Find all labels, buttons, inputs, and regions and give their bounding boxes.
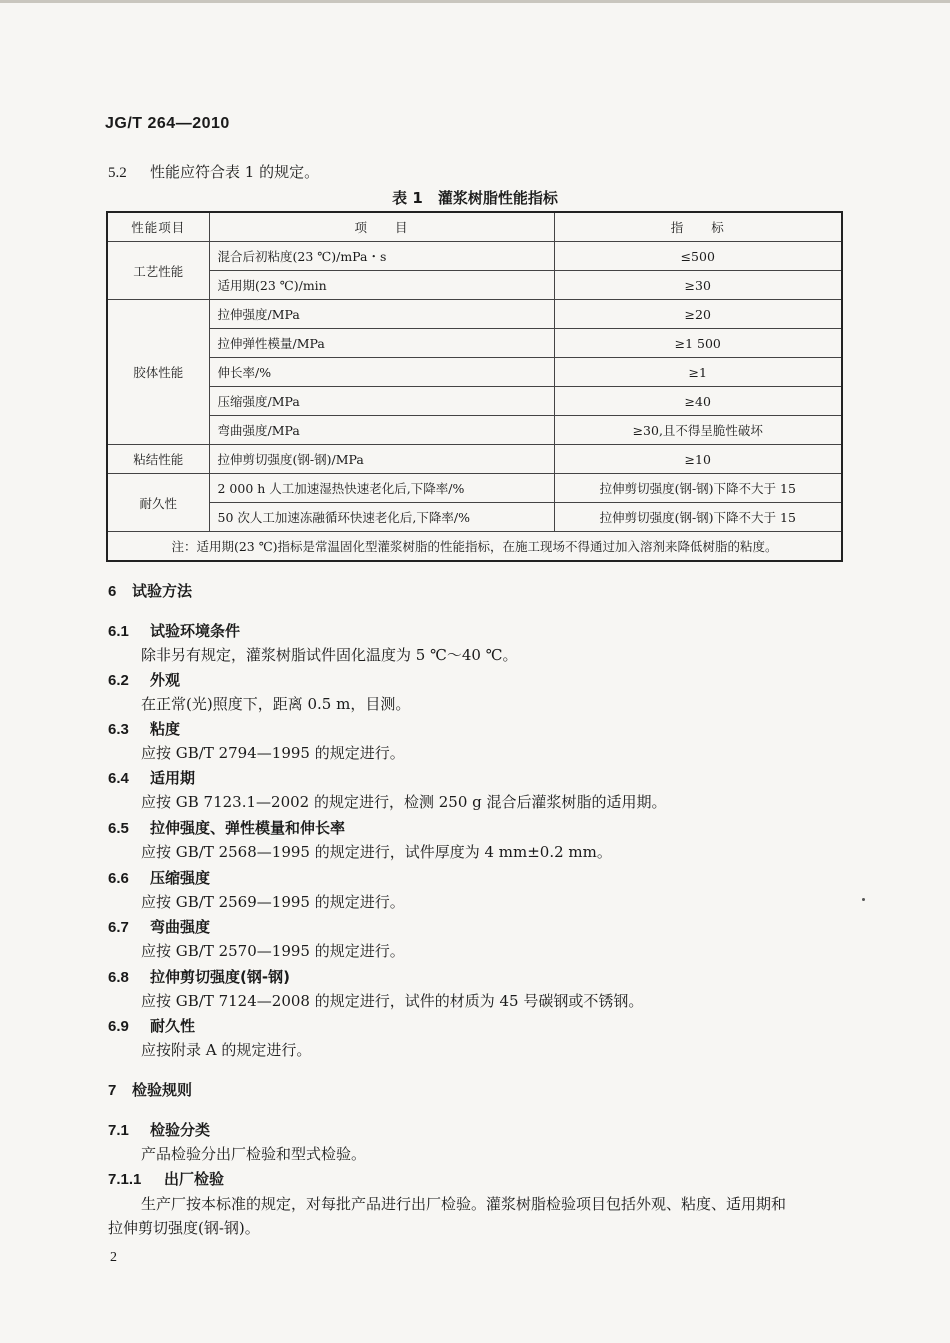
section-7-heading [108, 1081, 192, 1100]
clause-7-1-1-text-line2: 拉伸剪切强度(钢-钢)。 [108, 1219, 260, 1237]
clause-6-9-heading [108, 1017, 195, 1036]
table-row [107, 271, 842, 300]
clause-7-1-heading [108, 1121, 210, 1140]
table-row [107, 300, 842, 329]
clause-title: 拉伸剪切强度(钢-钢) [150, 968, 290, 986]
clause-6-5-text: 应按 GB/T 2568—1995 的规定进行，试件厚度为 4 mm±0.2 mm。 [141, 843, 612, 861]
clause-5-2 [108, 163, 319, 182]
clause-number: 7.1 [108, 1122, 129, 1139]
table-caption: 表 1 灌浆树脂性能指标 [392, 189, 558, 207]
table-row [107, 387, 842, 416]
clause-6-8-heading [108, 968, 290, 987]
table-row [107, 329, 842, 358]
clause-6-7-text: 应按 GB/T 2570—1995 的规定进行。 [141, 942, 405, 960]
item-cell: 弯曲强度/MPa [209, 416, 554, 445]
table-row [107, 503, 842, 532]
clause-number: 6.1 [108, 623, 129, 640]
clause-6-6-text: 应按 GB/T 2569—1995 的规定进行。 [141, 893, 405, 911]
category-cell: 工艺性能 [107, 242, 209, 300]
item-cell: 混合后初粘度(23 ℃)/mPa・s [209, 242, 554, 271]
value-cell: ≥20 [554, 300, 842, 329]
clause-number: 6.3 [108, 721, 129, 738]
value-cell: ≥1 [554, 358, 842, 387]
category-cell: 胶体性能 [107, 300, 209, 445]
clause-number: 6.2 [108, 672, 129, 689]
item-cell: 50 次人工加速冻融循环快速老化后,下降率/% [209, 503, 554, 532]
value-cell: ≥10 [554, 445, 842, 474]
category-cell: 耐久性 [107, 474, 209, 532]
table-row [107, 445, 842, 474]
item-cell: 拉伸强度/MPa [209, 300, 554, 329]
table-row [107, 474, 842, 503]
table-note: 注：适用期(23 ℃)指标是常温固化型灌浆树脂的性能指标，在施工现场不得通过加入溶剂来降低树脂的粘度。 [107, 532, 842, 562]
clause-6-4-text: 应按 GB 7123.1—2002 的规定进行，检测 250 g 混合后灌浆树脂的适用期。 [141, 793, 667, 811]
value-cell: ≤500 [554, 242, 842, 271]
clause-number: 6.9 [108, 1018, 129, 1035]
clause-number: 6.5 [108, 820, 129, 837]
clause-title: 耐久性 [150, 1017, 196, 1035]
clause-6-9-text: 应按附录 A 的规定进行。 [141, 1041, 312, 1059]
clause-title: 检验分类 [150, 1121, 211, 1139]
clause-title: 试验环境条件 [150, 622, 241, 640]
value-cell: ≥40 [554, 387, 842, 416]
header-value: 指 标 [554, 212, 842, 242]
clause-7-1-text: 产品检验分出厂检验和型式检验。 [141, 1145, 367, 1163]
clause-number: 7.1.1 [108, 1171, 142, 1188]
section-number: 6 [108, 583, 117, 600]
clause-6-3-heading [108, 720, 180, 739]
scan-speck [862, 898, 865, 901]
item-cell: 压缩强度/MPa [209, 387, 554, 416]
item-cell: 适用期(23 ℃)/min [209, 271, 554, 300]
item-cell: 伸长率/% [209, 358, 554, 387]
clause-number: 6.8 [108, 969, 129, 986]
clause-6-4-heading [108, 769, 195, 788]
value-cell: ≥30 [554, 271, 842, 300]
clause-title: 弯曲强度 [150, 918, 211, 936]
clause-number: 5.2 [108, 165, 127, 181]
table-row [107, 416, 842, 445]
clause-6-3-text: 应按 GB/T 2794—1995 的规定进行。 [141, 744, 405, 762]
clause-6-1-heading [108, 622, 240, 641]
value-cell: ≥30,且不得呈脆性破坏 [554, 416, 842, 445]
clause-title: 出厂检验 [164, 1170, 225, 1188]
clause-number: 6.7 [108, 919, 129, 936]
item-cell: 拉伸剪切强度(钢-钢)/MPa [209, 445, 554, 474]
header-item: 项 目 [209, 212, 554, 242]
clause-7-1-1-heading [108, 1170, 224, 1189]
clause-title: 适用期 [150, 769, 196, 787]
category-cell: 粘结性能 [107, 445, 209, 474]
clause-number: 6.6 [108, 870, 129, 887]
section-number: 7 [108, 1082, 117, 1099]
header-category: 性能项目 [107, 212, 209, 242]
clause-title: 拉伸强度、弹性模量和伸长率 [150, 819, 346, 837]
table-note-row [107, 532, 842, 562]
page-number: 2 [110, 1250, 117, 1265]
clause-6-1-text: 除非另有规定，灌浆树脂试件固化温度为 5 ℃～40 ℃。 [141, 646, 518, 664]
clause-text: 性能应符合表 1 的规定。 [150, 163, 320, 181]
clause-7-1-1-text-line1: 生产厂按本标准的规定，对每批产品进行出厂检验。灌浆树脂检验项目包括外观、粘度、适用期和 [141, 1195, 787, 1213]
clause-number: 6.4 [108, 770, 129, 787]
table-header-row [107, 212, 842, 242]
value-cell: ≥1 500 [554, 329, 842, 358]
table-row [107, 242, 842, 271]
clause-6-8-text: 应按 GB/T 7124—2008 的规定进行，试件的材质为 45 号碳钢或不锈钢。 [141, 992, 644, 1010]
clause-6-2-text: 在正常(光)照度下，距离 0.5 m，目测。 [141, 695, 411, 713]
clause-6-2-heading [108, 671, 180, 690]
item-cell: 2 000 h 人工加速湿热快速老化后,下降率/% [209, 474, 554, 503]
value-cell: 拉伸剪切强度(钢-钢)下降不大于 15 [554, 503, 842, 532]
clause-6-6-heading [108, 869, 210, 888]
clause-title: 外观 [150, 671, 181, 689]
clause-6-7-heading [108, 918, 210, 937]
scan-edge [0, 0, 950, 3]
performance-table [106, 211, 843, 562]
item-cell: 拉伸弹性模量/MPa [209, 329, 554, 358]
section-title: 检验规则 [132, 1081, 193, 1099]
value-cell: 拉伸剪切强度(钢-钢)下降不大于 15 [554, 474, 842, 503]
table-row [107, 358, 842, 387]
section-6-heading [108, 582, 192, 601]
clause-title: 压缩强度 [150, 869, 211, 887]
standard-code: JG/T 264—2010 [105, 115, 230, 132]
section-title: 试验方法 [132, 582, 193, 600]
clause-title: 粘度 [150, 720, 181, 738]
clause-6-5-heading [108, 819, 345, 838]
